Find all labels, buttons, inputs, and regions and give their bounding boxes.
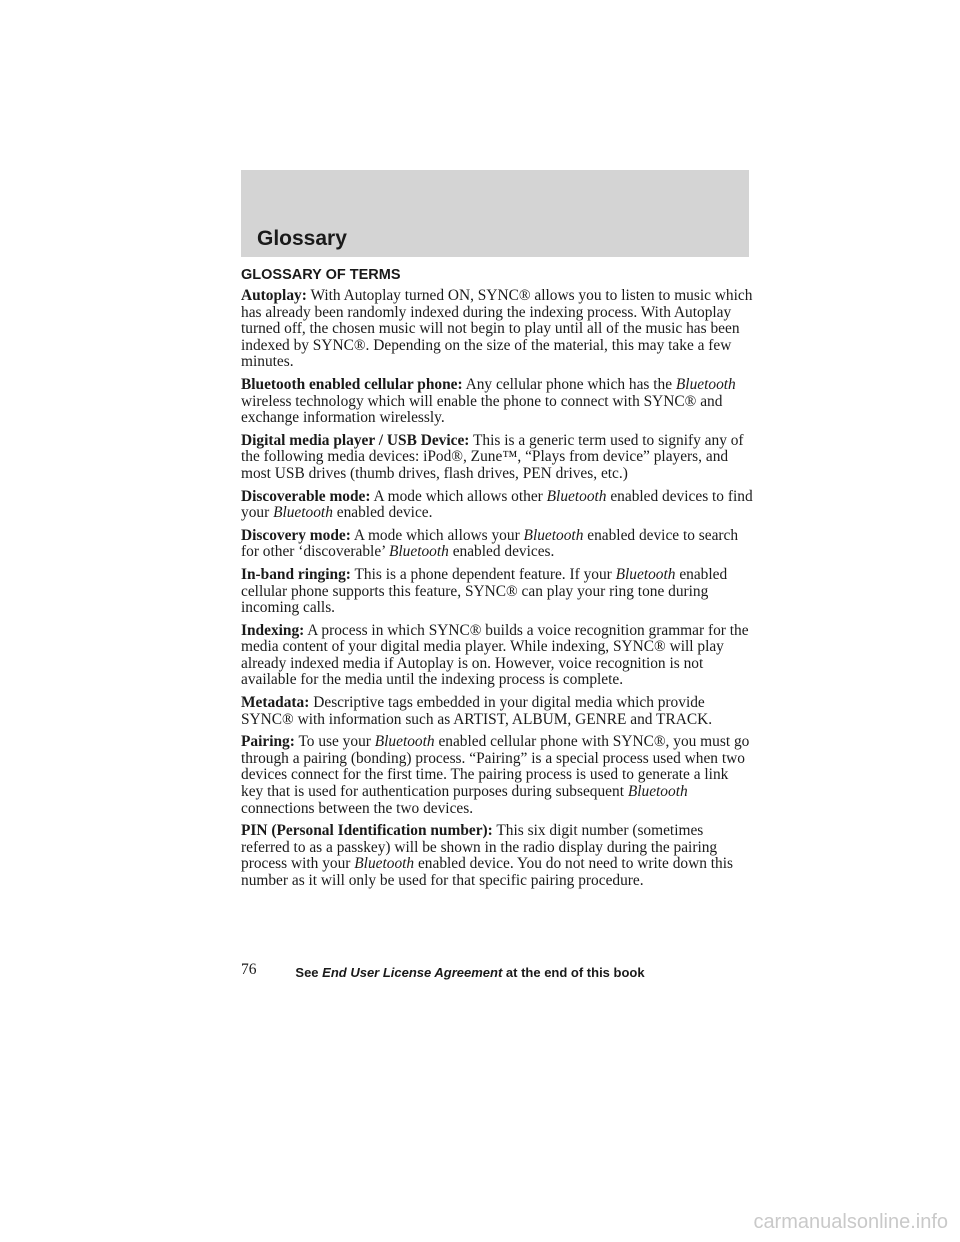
glossary-definition: With Autoplay turned ON, SYNC® allows you to listen to music which has already been randomly indexed during the indexing process. With Autoplay turned off, the chosen music will not begin to play until all of the music has been indexed by SYNC®. Depending on the size of the material, this may take a few minutes. <box>241 287 753 371</box>
glossary-definition: enabled devices to find your <box>241 487 753 522</box>
glossary-term: Bluetooth enabled cellular phone: <box>241 375 463 393</box>
glossary-definition: wireless technology which will enable the phone to connect with SYNC® and exchange information wirelessly. <box>241 392 723 427</box>
glossary-definition: enabled cellular phone with SYNC®, you must go through a pairing (bonding) process. “Pairing” is a special process used when two devices connect for the first time. The pairing process is used to generate a link key that is used for authentication purposes during subsequent <box>241 733 750 801</box>
glossary-definition-italic: Bluetooth <box>354 855 415 873</box>
glossary-definition: enabled cellular phone supports this feature, SYNC® can play your ring tone during incoming calls. <box>241 565 728 617</box>
footer-note-suffix: at the end of this book <box>502 965 645 980</box>
footer-note-italic: End User License Agreement <box>322 965 503 980</box>
glossary-term: Metadata: <box>241 694 310 712</box>
glossary-definition-italic: Bluetooth <box>615 565 676 583</box>
glossary-definition-italic: Bluetooth <box>389 543 449 561</box>
glossary-term: PIN (Personal Identification number): <box>241 822 493 840</box>
glossary-content <box>241 266 753 896</box>
glossary-entry-discoverable-mode <box>241 489 753 522</box>
glossary-entry-discovery-mode <box>241 528 753 561</box>
glossary-definition-italic: Bluetooth <box>374 733 435 751</box>
glossary-definition: Descriptive tags embedded in your digital media which provide SYNC® with information such as ARTIST, ALBUM, GENRE and TRACK. <box>241 694 713 728</box>
glossary-term: Indexing: <box>241 621 305 639</box>
glossary-definition: connections between the two devices. <box>241 799 474 817</box>
glossary-definition-italic: Bluetooth <box>627 783 688 801</box>
glossary-definition-italic: Bluetooth <box>546 487 607 505</box>
glossary-definition: A mode which allows other <box>373 487 547 505</box>
glossary-definition-italic: Bluetooth <box>523 526 584 544</box>
glossary-definition: enabled device. <box>332 504 433 522</box>
footer-note-prefix: See <box>295 965 323 980</box>
glossary-definition: This is a generic term used to signify any of the following media devices: iPod®, Zune™, “Plays from device” players, and most USB drives (thumb drives, flash drives, PEN drives, etc.) <box>241 431 744 482</box>
glossary-definition: This six digit number (sometimes referred to as a passkey) will be shown in the radio display during the pairing process with your <box>241 822 718 873</box>
glossary-entry-digital-media-player <box>241 433 753 483</box>
glossary-definition-italic: Bluetooth <box>273 504 333 522</box>
glossary-definition: enabled devices. <box>448 543 555 561</box>
glossary-term: Autoplay: <box>241 287 307 304</box>
glossary-entry-pairing <box>241 734 753 817</box>
glossary-entry-pin <box>241 823 753 889</box>
glossary-definition: Any cellular phone which has the <box>465 375 676 393</box>
glossary-definition: enabled device. You do not need to write down this number as it will only be used for that specific pairing procedure. <box>241 855 733 889</box>
section-header-title: Glossary <box>257 227 347 250</box>
glossary-term: Digital media player / USB Device: <box>241 431 470 449</box>
glossary-definition: This is a phone dependent feature. If your <box>354 565 616 583</box>
page-number: 76 <box>241 961 257 978</box>
glossary-term: In-band ringing: <box>241 565 351 583</box>
watermark: carmanualsonline.info <box>753 1211 948 1233</box>
glossary-term: Pairing: <box>241 733 295 751</box>
glossary-definition: A mode which allows your <box>353 526 524 544</box>
glossary-definition: A process in which SYNC® builds a voice recognition grammar for the media content of your digital media player. While indexing, SYNC® will play already indexed media if Autoplay is on. However, voice recognition is not available for the media until the indexing process is complete. <box>241 621 749 689</box>
glossary-term: Discovery mode: <box>241 526 351 544</box>
section-header-bar <box>241 170 749 257</box>
glossary-definition: enabled device to search for other ‘discoverable’ <box>241 526 739 561</box>
glossary-entry-autoplay <box>241 288 753 371</box>
glossary-term: Discoverable mode: <box>241 487 371 505</box>
glossary-entry-indexing <box>241 623 753 689</box>
glossary-heading: GLOSSARY OF TERMS <box>241 267 401 283</box>
glossary-entry-bluetooth-phone <box>241 377 753 427</box>
glossary-definition-italic: Bluetooth <box>675 375 736 393</box>
glossary-definition: To use your <box>298 733 375 751</box>
glossary-entry-metadata <box>241 695 753 728</box>
footer-note <box>0 965 940 980</box>
glossary-entry-in-band-ringing <box>241 567 753 617</box>
